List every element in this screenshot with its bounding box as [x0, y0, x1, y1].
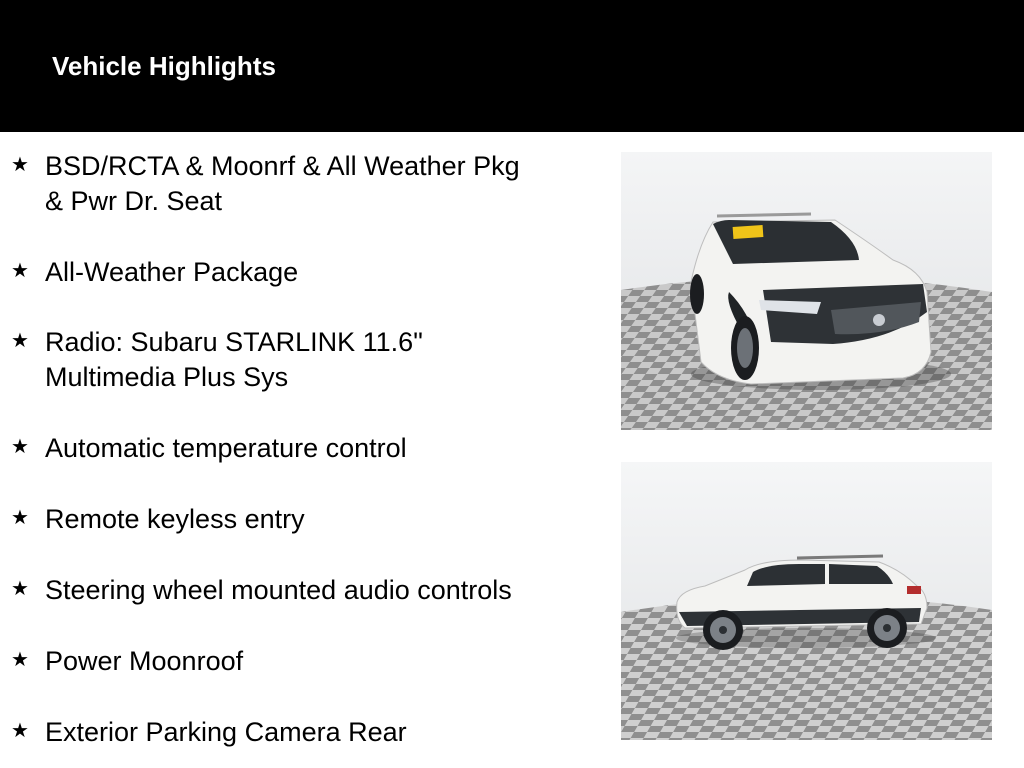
vehicle-front-three-quarter-photo — [621, 152, 992, 430]
highlight-text: Automatic temperature control — [45, 433, 407, 463]
list-item — [0, 715, 545, 750]
list-item — [0, 502, 545, 537]
highlight-text: Remote keyless entry — [45, 504, 305, 534]
list-item — [0, 325, 545, 395]
star-icon: ★ — [11, 507, 29, 529]
highlight-text: BSD/RCTA & Moonrf & All Weather Pkg & Pwr Dr. Seat — [45, 151, 520, 216]
highlight-text: All-Weather Package — [45, 257, 299, 287]
highlight-text: Power Moonroof — [45, 646, 244, 676]
header-bar — [0, 0, 1024, 132]
highlight-text: Steering wheel mounted audio controls — [45, 575, 512, 605]
list-item — [0, 573, 585, 608]
star-icon: ★ — [11, 260, 29, 282]
vehicle-front-photo[interactable] — [621, 152, 992, 430]
vehicle-side-profile-photo — [621, 462, 992, 740]
page-title: Vehicle Highlights — [52, 51, 276, 81]
star-icon: ★ — [11, 578, 29, 600]
star-icon: ★ — [11, 436, 29, 458]
star-icon: ★ — [11, 720, 29, 742]
star-icon: ★ — [11, 330, 29, 352]
list-item — [0, 431, 545, 466]
vehicle-side-photo[interactable] — [621, 462, 992, 740]
star-icon: ★ — [11, 649, 29, 671]
list-item — [0, 255, 545, 290]
highlight-text: Exterior Parking Camera Rear — [45, 717, 407, 747]
list-item — [0, 149, 545, 219]
star-icon: ★ — [11, 154, 29, 176]
highlight-text: Radio: Subaru STARLINK 11.6" Multimedia Plus Sys — [45, 327, 423, 392]
list-item — [0, 644, 545, 679]
